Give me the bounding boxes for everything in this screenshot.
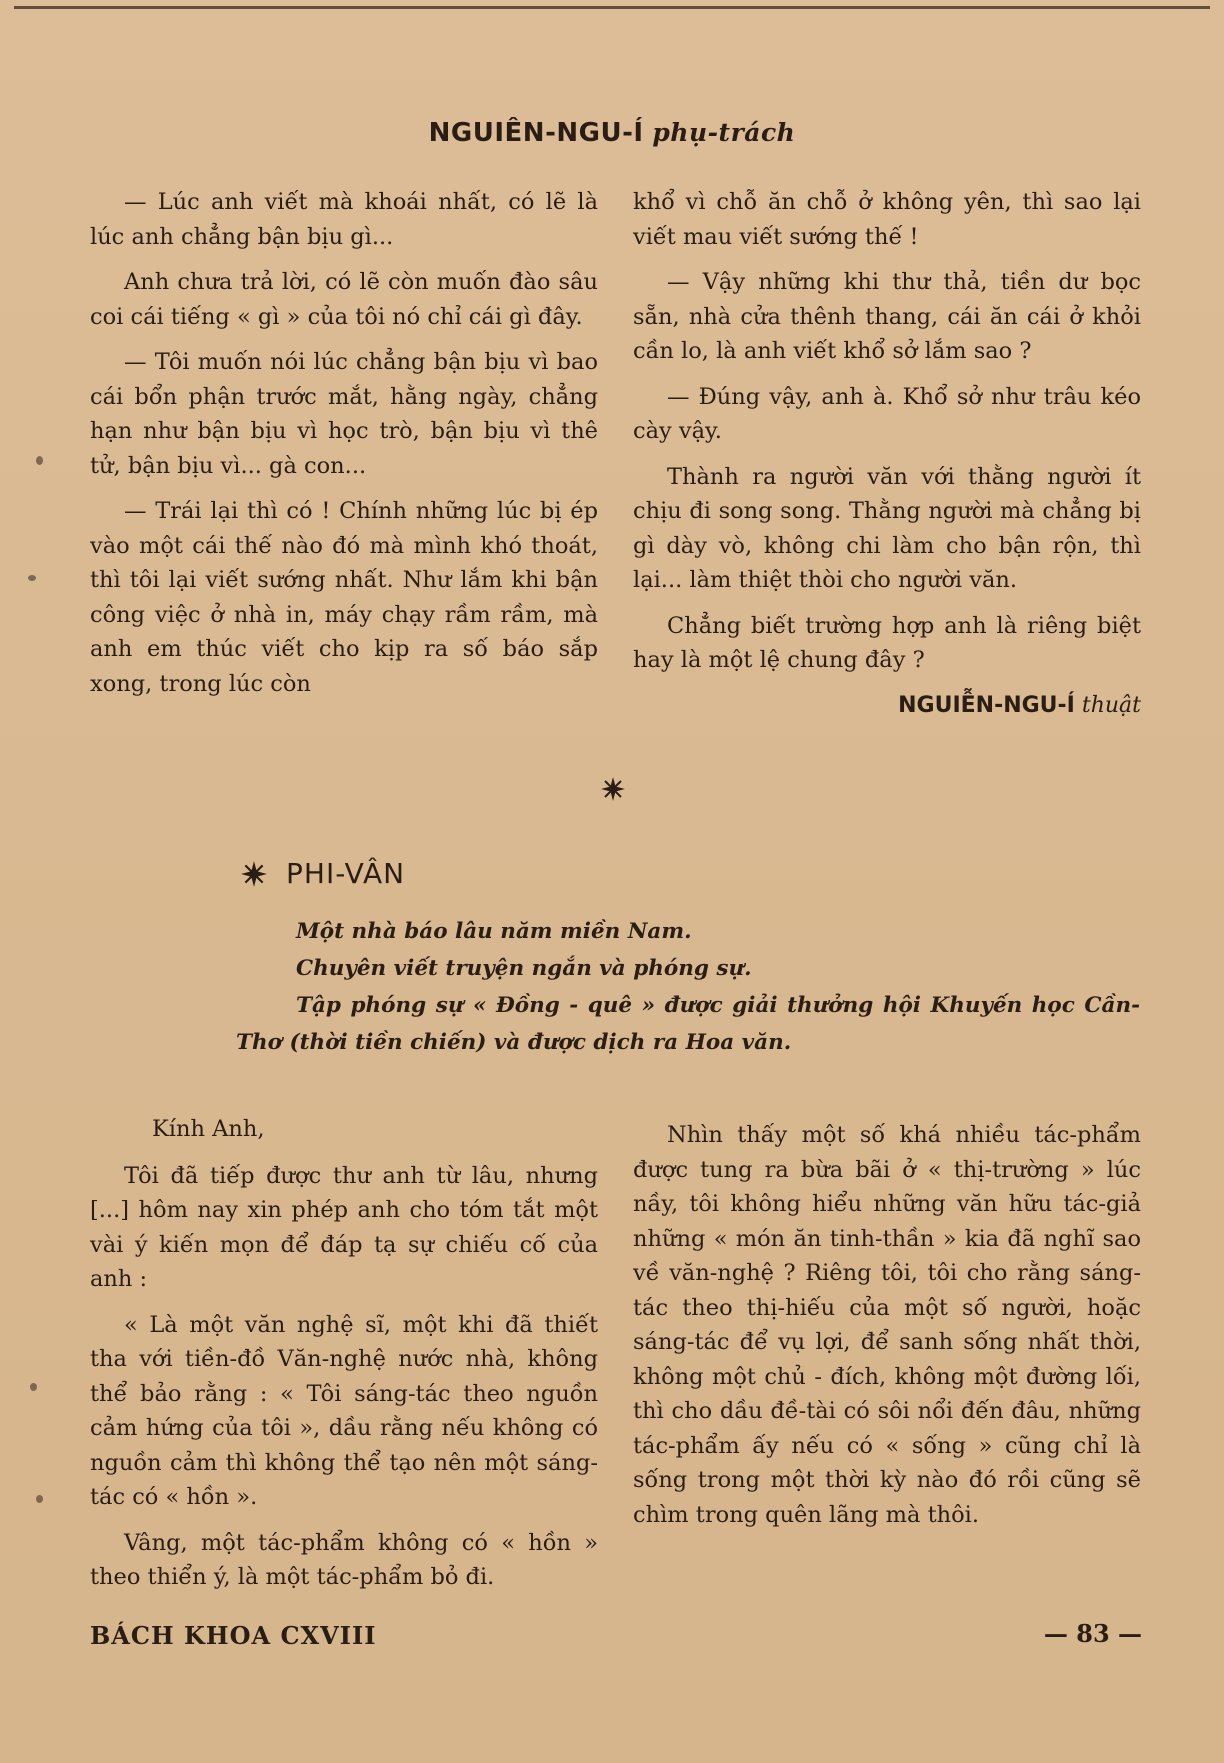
paragraph: — Tôi muốn nói lúc chẳng bận bịu vì bao cái bổn phận trước mắt, hằng ngày, chẳng hạn như bận bịu vì học trò, bận bịu vì thê tử, bận bịu vì... gà con... bbox=[90, 349, 598, 479]
magazine-footer: BÁCH KHOA CXVIII bbox=[90, 1621, 377, 1650]
author-bio bbox=[236, 913, 1140, 1061]
header-role: phụ-trách bbox=[652, 118, 796, 147]
paragraph: Thành ra người văn với thằng người ít chịu đi song song. Thằng người mà chẳng bị gì dày vò, không chi làm cho bận rộn, thì lại... làm thiệt thòi cho người văn. bbox=[633, 463, 1141, 593]
paragraph: « Là một văn nghệ sĩ, một khi đã thiết tha với tiền-đồ Văn-nghệ nước nhà, không thể bảo rằng : « Tôi sáng-tác theo nguồn cảm hứng của tôi », dầu rằng nếu không có nguồn cảm thì không thể tạo nên một sáng-tác có « hồn ». bbox=[90, 1311, 598, 1510]
header-name: NGUIÊN-NGU-Í bbox=[428, 118, 644, 148]
paragraph: — Lúc anh viết mà khoái nhất, có lẽ là lúc anh chẳng bận bịu gì... bbox=[90, 189, 598, 250]
byline bbox=[633, 689, 1141, 724]
page-number: — 83 — bbox=[1043, 1619, 1142, 1648]
bottom-right-column bbox=[633, 1118, 1141, 1543]
bio-line: Một nhà báo lâu năm miền Nam. bbox=[296, 919, 692, 944]
margin-dot bbox=[36, 456, 43, 465]
byline-verb: thuật bbox=[1081, 692, 1141, 718]
paragraph: khổ vì chỗ ăn chỗ ở không yên, thì sao lại viết mau viết sướng thế ! bbox=[633, 189, 1141, 250]
paragraph: Anh chưa trả lời, có lẽ còn muốn đào sâu coi cái tiếng « gì » của tôi nó chỉ cái gì đây. bbox=[90, 269, 598, 330]
margin-dot bbox=[30, 1383, 37, 1391]
star-icon bbox=[240, 860, 268, 888]
byline-name: NGUIỄN-NGU-Í bbox=[898, 692, 1075, 718]
paragraph: Nhìn thấy một số khá nhiều tác-phẩm được tung ra bừa bãi ở « thị-trường » lúc nầy, tôi không hiểu những văn hữu tác-giả những « món ăn tinh-thần » kia đã nghĩ sao về văn-nghệ ? Riêng tôi, tôi cho rằng sáng-tác theo thị-hiếu của một số người, hoặc sáng-tác để vụ lợi, để sanh sống nhất thời, không một chủ - đích, không một đường lối, thì cho dầu đề-tài có sôi nổi đến đâu, những tác-phẩm ấy nếu có « sống » cũng chỉ là sống trong một thời kỳ nào đó rồi cũng sẽ chìm trong quên lãng mà thôi. bbox=[633, 1122, 1141, 1528]
bio-line: Tập phóng sự « Đồng - quê » được giải thưởng hội Khuyến học Cần-Thơ (thời tiền chiến) và được dịch ra Hoa văn. bbox=[236, 993, 1140, 1055]
margin-dot bbox=[36, 1495, 43, 1503]
paragraph: Chẳng biết trường hợp anh là riêng biệt hay là một lệ chung đây ? bbox=[633, 612, 1141, 673]
top-left-column bbox=[90, 185, 598, 712]
page-header bbox=[0, 118, 1224, 148]
paragraph: — Vậy những khi thư thả, tiền dư bọc sẵn, nhà cửa thênh thang, cái ăn cái ở khỏi cần lo, là anh viết khổ sở lắm sao ? bbox=[633, 269, 1141, 364]
divider-star-icon bbox=[600, 776, 626, 802]
paragraph: — Đúng vậy, anh à. Khổ sở như trâu kéo cày vậy. bbox=[633, 383, 1141, 444]
top-edge-line bbox=[14, 6, 1210, 9]
section-title bbox=[240, 857, 405, 890]
paragraph: Vâng, một tác-phẩm không có « hồn » theo thiển ý, là một tác-phẩm bỏ đi. bbox=[90, 1529, 598, 1590]
paragraph: — Trái lại thì có ! Chính những lúc bị ép vào một cái thế nào đó mà mình khó thoát, thì tôi lại viết sướng nhất. Như lắm khi bận công việc ở nhà in, máy chạy rầm rầm, mà anh em thúc viết cho kịp ra số báo sắp xong, trong lúc còn bbox=[90, 498, 598, 697]
bio-line: Chuyên viết truyện ngắn và phóng sự. bbox=[296, 956, 752, 981]
salutation: Kính Anh, bbox=[152, 1116, 265, 1142]
section-title-text: PHI-VÂN bbox=[286, 857, 406, 890]
margin-dot bbox=[28, 575, 36, 581]
bottom-left-column bbox=[90, 1112, 598, 1606]
paragraph: Tôi đã tiếp được thư anh từ lâu, nhưng [...] hôm nay xin phép anh cho tóm tắt một vài ý kiến mọn để đáp tạ sự chiếu cố của anh : bbox=[90, 1162, 598, 1292]
top-right-column bbox=[633, 185, 1141, 723]
